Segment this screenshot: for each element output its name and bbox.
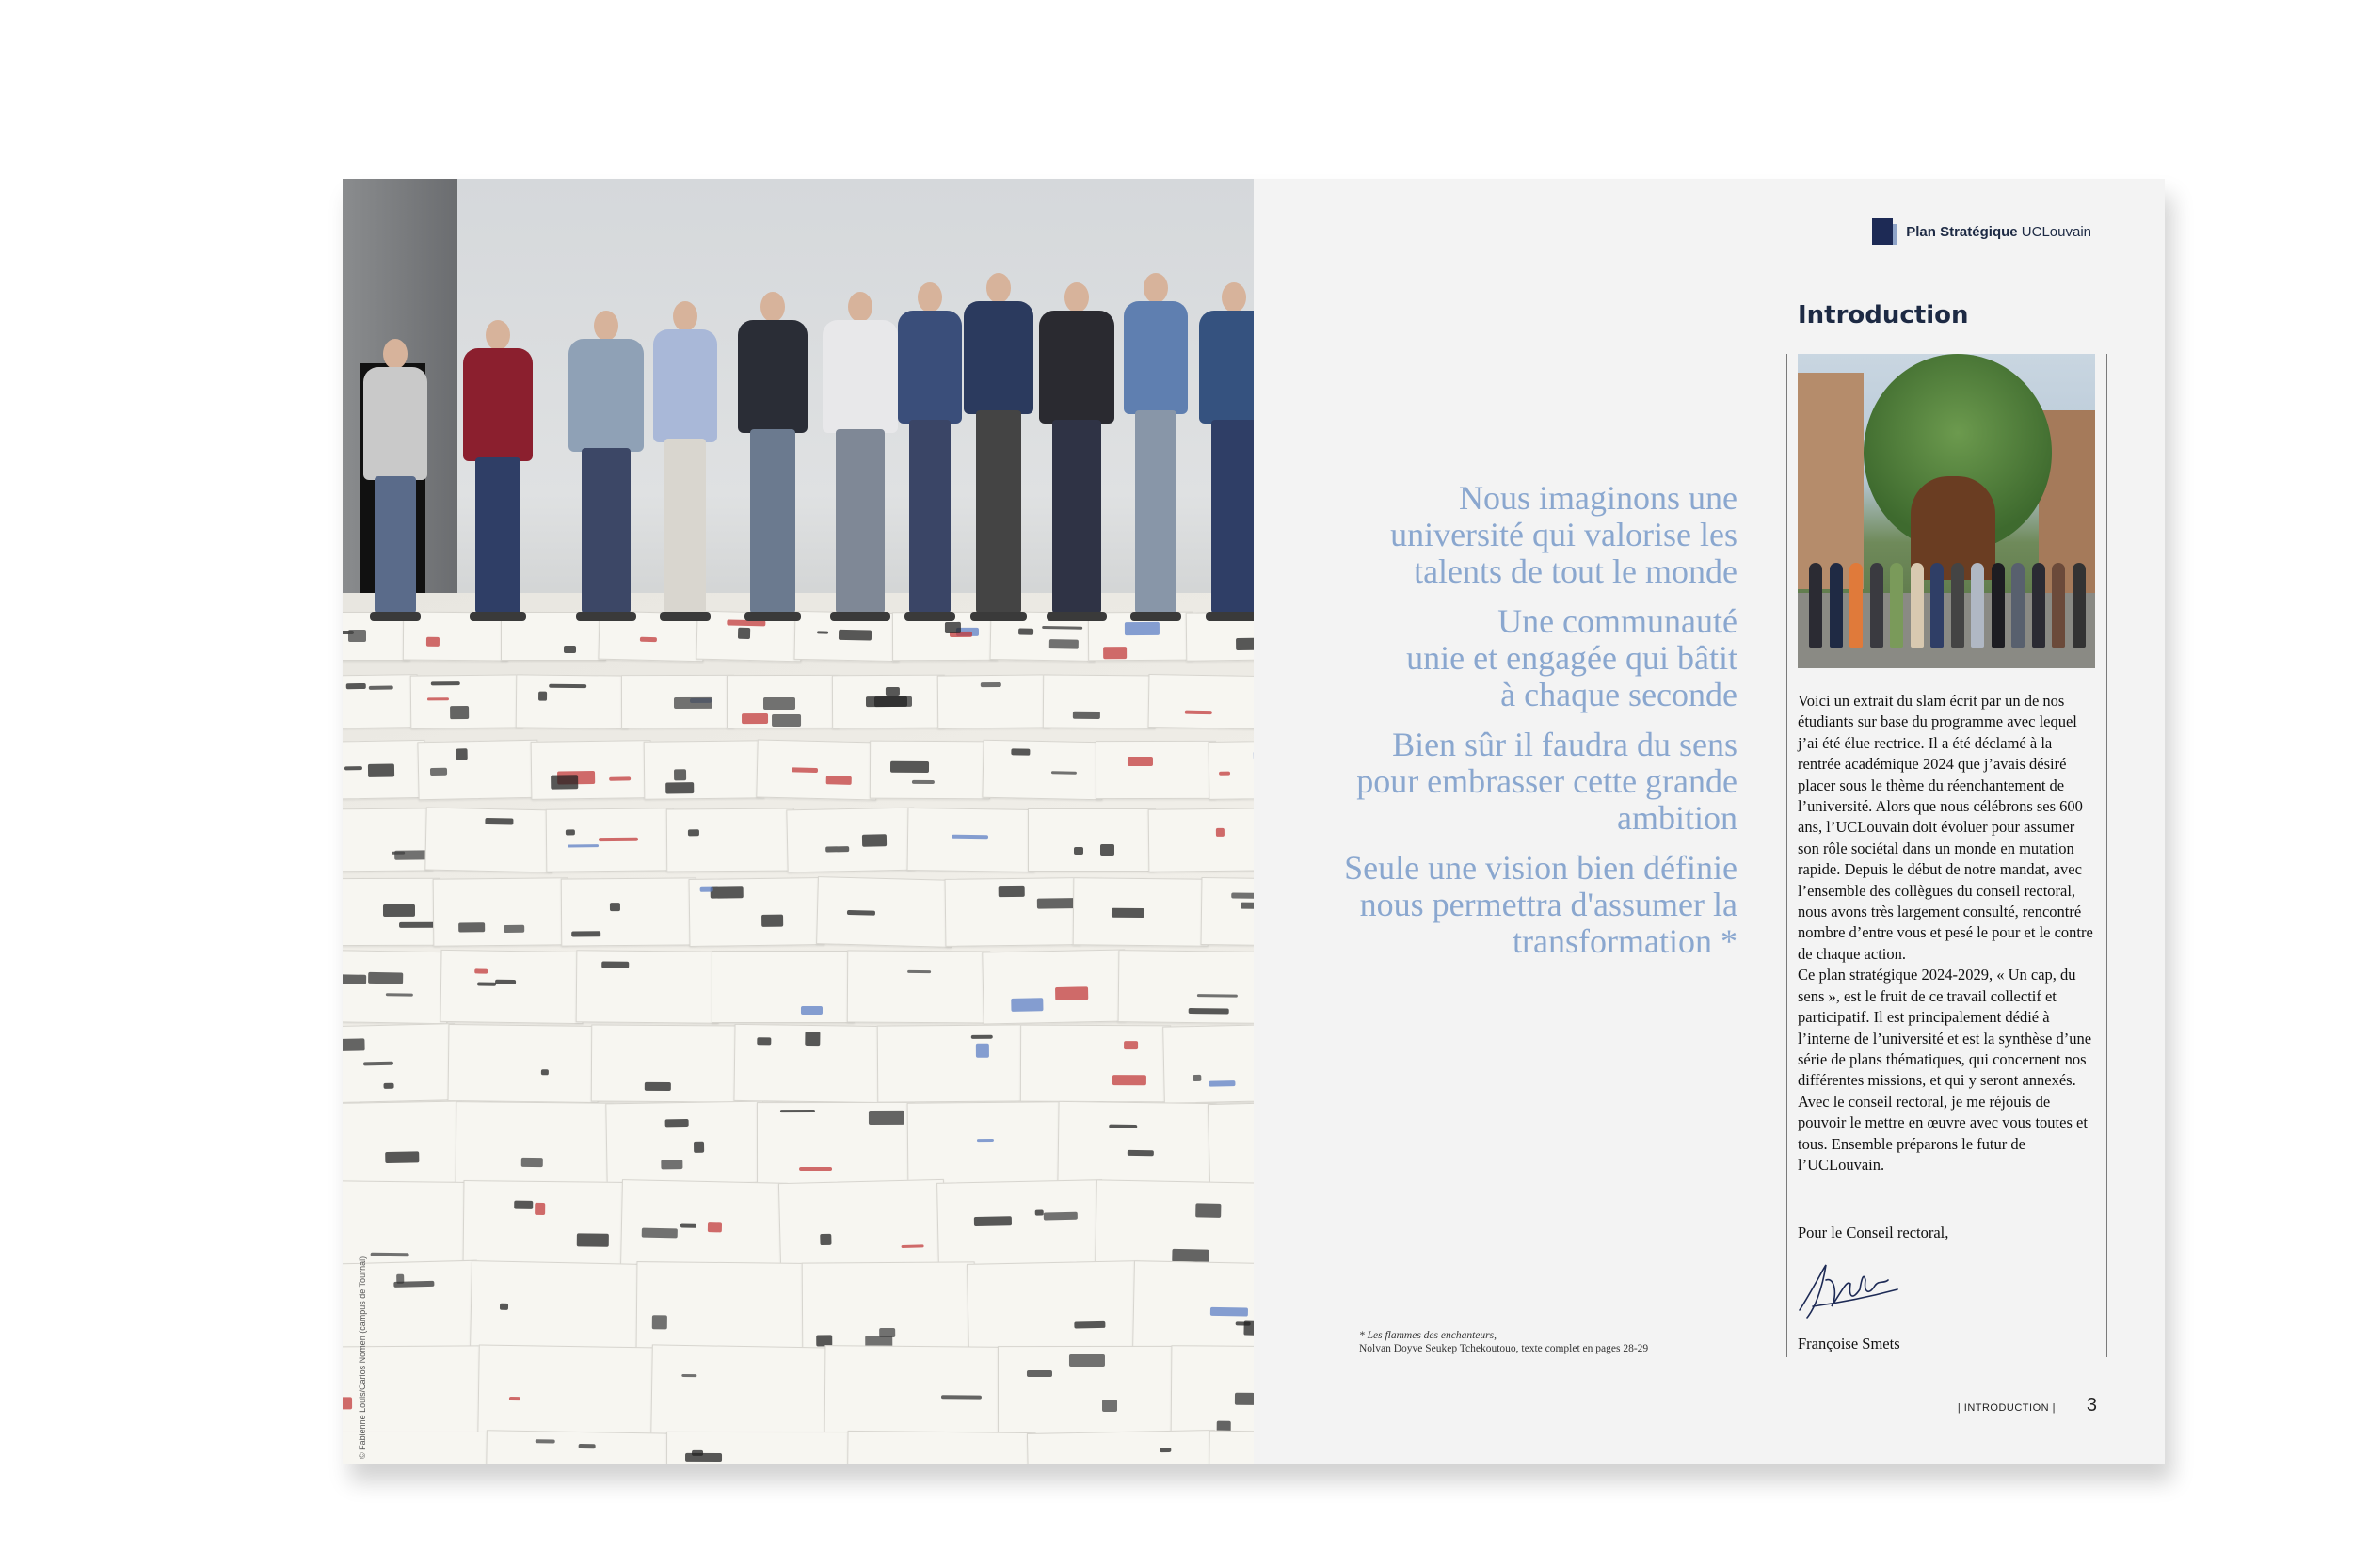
poem-stanza — [1329, 850, 1737, 960]
poem-line: à chaque seconde — [1500, 676, 1737, 713]
poem-line: Bien sûr il faudra du sens — [1392, 726, 1737, 763]
right-rule — [2106, 354, 2107, 1357]
footnote-credit: Nolvan Doyve Seukep Tchekoutouo, texte complet en pages 28-29 — [1359, 1343, 1649, 1354]
brochure-spread — [343, 179, 2165, 1464]
poem-line: Une communauté — [1497, 602, 1737, 640]
page-header — [1872, 218, 2091, 245]
students-photo — [343, 179, 1254, 1464]
poem-stanza — [1329, 480, 1737, 590]
page-title: Introduction — [1798, 301, 1969, 329]
page-number: 3 — [2086, 1395, 2097, 1416]
footer-section: | INTRODUCTION | — [1957, 1402, 2056, 1414]
poem-line: talents de tout le monde — [1414, 552, 1737, 590]
poem-line: unie et engagée qui bâtit — [1406, 639, 1737, 677]
intro-body — [1798, 691, 2097, 1176]
poem-line: ambition — [1617, 799, 1737, 837]
poem-line: transformation * — [1513, 922, 1737, 960]
poem-stanza — [1329, 603, 1737, 713]
poem-line: université qui valorise les — [1390, 516, 1737, 553]
footnote-title: * Les flammes des enchanteurs, — [1359, 1330, 1497, 1341]
poem-line: Nous imaginons une — [1459, 479, 1737, 517]
plan-logo-icon — [1872, 218, 1897, 245]
intro-paragraph: Ce plan stratégique 2024-2029, « Un cap, du sens », est le fruit de ce travail collectif et participatif. Il est principalement dédié à l’interne de l’université et est la synthèse d’une série de plans thématiques, qui concernent nos différentes missions, et qui y seront annexés. Avec le conseil rectoral, je me réjouis de pouvoir le mettre en œuvre avec vous toutes et tous. Ensemble préparons le futur de l’UCLouvain. — [1798, 966, 2092, 1174]
rectoral-team-photo — [1798, 354, 2095, 668]
footnote — [1359, 1329, 1736, 1355]
signer-name: Françoise Smets — [1798, 1335, 1900, 1352]
poem-stanza — [1329, 727, 1737, 837]
slam-excerpt — [1329, 480, 1737, 973]
introduction-page — [1254, 179, 2165, 1464]
brand-title: Plan Stratégique — [1906, 223, 2018, 240]
middle-rule — [1786, 354, 1787, 1357]
intro-paragraph: Voici un extrait du slam écrit par un de nos étudiants sur base du programme avec lequel j’ai été élue rectrice. Il a été déclamé à la rentrée académique 2024 que j’avais désiré placer sous le thème du réenchantement de l’université. Alors que nous célébrons ses 600 ans, l’UCLouvain doit évoluer pour assumer son rôle sociétal dans un monde en mutation rapide. Depuis le début de notre mandat, avec l’ensemble des collègues du conseil rectoral, nous avons très largement consulté, rencontré nombre d’entre vous et pesé le pour et le contre de chaque action. — [1798, 692, 2093, 963]
photo-credit: © Fabienne Louis/Carlos Nomen (campus de Tournai) — [358, 1256, 367, 1459]
poem-line: nous permettra d'assumer la — [1359, 886, 1737, 923]
closing-line: Pour le Conseil rectoral, — [1798, 1224, 1949, 1241]
signature-icon — [1794, 1252, 1907, 1327]
brand-university: UCLouvain — [2021, 223, 2091, 240]
poem-line: pour embrasser cette grande — [1356, 762, 1737, 800]
poem-line: Seule une vision bien définie — [1344, 849, 1737, 887]
